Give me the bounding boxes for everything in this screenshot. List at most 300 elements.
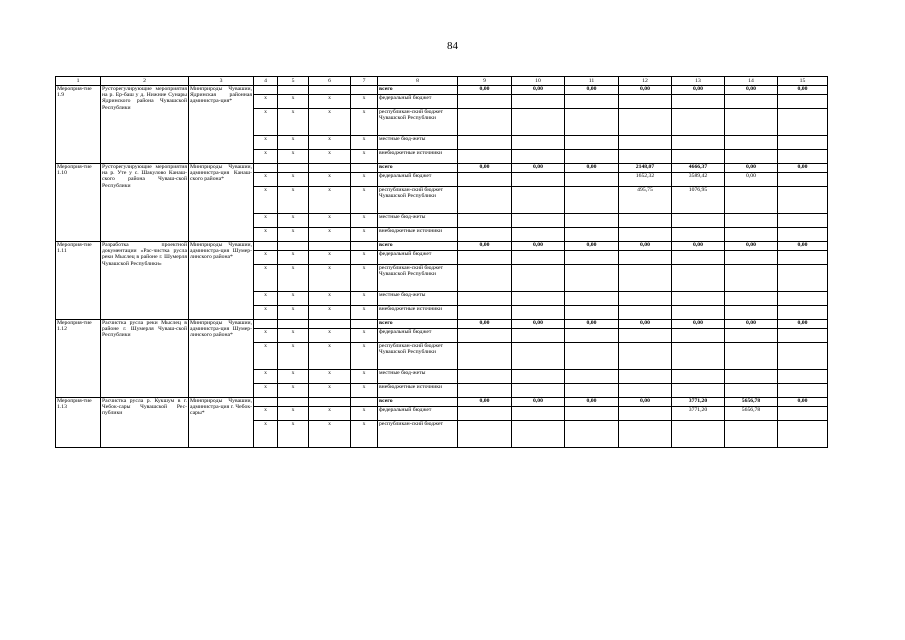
empty-cell (254, 242, 278, 251)
amount-cell (458, 384, 512, 398)
x-mark: x (278, 173, 309, 187)
amount-cell: 5656,78 (725, 407, 778, 421)
x-mark: x (351, 228, 378, 242)
amount-cell (778, 95, 828, 109)
x-mark: x (351, 265, 378, 292)
amount-cell: 0,00 (565, 320, 619, 329)
amount-cell (458, 95, 512, 109)
amount-cell: 0,00 (672, 320, 725, 329)
column-header: 2 (101, 77, 189, 86)
amount-cell (619, 306, 672, 320)
amount-cell (672, 384, 725, 398)
budget-type: республикан-ский бюджет (378, 421, 458, 448)
x-mark: x (309, 421, 351, 448)
column-header: 6 (309, 77, 351, 86)
amount-cell (512, 343, 565, 370)
budget-type: республикан-ский бюджет Чувашской Республики (378, 187, 458, 214)
amount-cell: 0,00 (725, 173, 778, 187)
amount-cell (512, 370, 565, 384)
activity-executor: Минприроды Чувашии, администра-ция Канаш-ского района* (189, 164, 254, 242)
x-mark: x (351, 214, 378, 228)
column-header: 4 (254, 77, 278, 86)
amount-cell (725, 306, 778, 320)
amount-cell: 0,00 (512, 164, 565, 173)
empty-cell (309, 320, 351, 329)
amount-cell (725, 109, 778, 136)
amount-cell (725, 343, 778, 370)
empty-cell (351, 242, 378, 251)
amount-cell (565, 136, 619, 150)
empty-cell (309, 398, 351, 407)
amount-cell (619, 136, 672, 150)
amount-cell (512, 150, 565, 164)
amount-cell (672, 109, 725, 136)
amount-cell: 1652,32 (619, 173, 672, 187)
budget-type: республикан-ский бюджет Чувашской Республики (378, 265, 458, 292)
x-mark: x (278, 95, 309, 109)
budget-type: федеральный бюджет (378, 329, 458, 343)
amount-cell (778, 306, 828, 320)
amount-cell: 3589,42 (672, 173, 725, 187)
amount-cell: 0,00 (565, 86, 619, 95)
amount-cell (778, 370, 828, 384)
x-mark: x (351, 292, 378, 306)
amount-cell: 0,00 (672, 86, 725, 95)
amount-cell (458, 136, 512, 150)
budget-type: местные бюд-жеты (378, 136, 458, 150)
x-mark: x (351, 187, 378, 214)
x-mark: x (309, 370, 351, 384)
empty-cell (254, 320, 278, 329)
empty-cell (254, 164, 278, 173)
amount-cell (565, 95, 619, 109)
amount-cell (565, 306, 619, 320)
amount-cell: 0,00 (619, 320, 672, 329)
amount-cell (512, 251, 565, 265)
budget-type: местные бюд-жеты (378, 214, 458, 228)
x-mark: x (309, 173, 351, 187)
amount-cell (672, 228, 725, 242)
x-mark: x (278, 384, 309, 398)
x-mark: x (309, 407, 351, 421)
empty-cell (254, 398, 278, 407)
amount-cell (778, 265, 828, 292)
amount-cell (672, 343, 725, 370)
budget-type: федеральный бюджет (378, 173, 458, 187)
x-mark: x (278, 329, 309, 343)
x-mark: x (351, 251, 378, 265)
amount-cell (672, 329, 725, 343)
table-row (56, 164, 828, 173)
x-mark: x (278, 421, 309, 448)
amount-cell (725, 370, 778, 384)
amount-cell (672, 251, 725, 265)
empty-cell (278, 398, 309, 407)
amount-cell (619, 421, 672, 448)
budget-type: республикан-ский бюджет Чувашской Республики (378, 343, 458, 370)
amount-cell (512, 306, 565, 320)
header-row (56, 77, 828, 86)
x-mark: x (309, 136, 351, 150)
amount-cell (565, 343, 619, 370)
amount-cell (512, 109, 565, 136)
budget-type: местные бюд-жеты (378, 370, 458, 384)
amount-cell (565, 292, 619, 306)
amount-cell (619, 251, 672, 265)
activity-id: Мероприя-тие 1.9 (56, 86, 101, 164)
amount-cell (458, 214, 512, 228)
amount-cell (458, 150, 512, 164)
amount-cell: 2148,07 (619, 164, 672, 173)
amount-cell: 1076,95 (672, 187, 725, 214)
table-row (56, 242, 828, 251)
amount-cell (672, 95, 725, 109)
amount-cell: 0,00 (512, 320, 565, 329)
amount-cell: 0,00 (565, 398, 619, 407)
amount-cell: 0,00 (512, 86, 565, 95)
amount-cell (619, 95, 672, 109)
amount-cell: 0,00 (725, 242, 778, 251)
activity-description: Разработка проектной документации «Рас-чистка русла реки Мыслец в районе г. Шумерля Чувашской Республики» (101, 242, 189, 320)
amount-cell (672, 370, 725, 384)
amount-cell (778, 136, 828, 150)
amount-cell (619, 150, 672, 164)
amount-cell (725, 421, 778, 448)
x-mark: x (254, 421, 278, 448)
x-mark: x (351, 370, 378, 384)
amount-cell (725, 292, 778, 306)
activity-id: Мероприя-тие 1.10 (56, 164, 101, 242)
empty-cell (351, 320, 378, 329)
budget-type: местные бюд-жеты (378, 292, 458, 306)
amount-cell (458, 421, 512, 448)
amount-cell (512, 421, 565, 448)
x-mark: x (351, 173, 378, 187)
x-mark: x (351, 95, 378, 109)
empty-cell (309, 86, 351, 95)
amount-cell (778, 421, 828, 448)
column-header: 3 (189, 77, 254, 86)
amount-cell (778, 384, 828, 398)
amount-cell (778, 150, 828, 164)
amount-cell (512, 265, 565, 292)
amount-cell (619, 228, 672, 242)
x-mark: x (278, 187, 309, 214)
amount-cell (778, 292, 828, 306)
amount-cell (778, 407, 828, 421)
amount-cell: 0,00 (458, 164, 512, 173)
empty-cell (351, 398, 378, 407)
amount-cell: 0,00 (778, 86, 828, 95)
amount-cell (619, 292, 672, 306)
amount-cell (619, 384, 672, 398)
empty-cell (309, 164, 351, 173)
amount-cell (725, 214, 778, 228)
amount-cell (619, 214, 672, 228)
empty-cell (278, 164, 309, 173)
activity-executor: Минприроды Чувашии, администра-ция Шумер-линского района* (189, 242, 254, 320)
amount-cell (619, 265, 672, 292)
amount-cell (458, 370, 512, 384)
x-mark: x (254, 136, 278, 150)
amount-cell (565, 228, 619, 242)
empty-cell (254, 86, 278, 95)
x-mark: x (309, 214, 351, 228)
column-header: 7 (351, 77, 378, 86)
x-mark: x (278, 265, 309, 292)
amount-cell (672, 265, 725, 292)
budget-type: всего (378, 86, 458, 95)
amount-cell (512, 407, 565, 421)
amount-cell (458, 407, 512, 421)
x-mark: x (254, 173, 278, 187)
amount-cell (565, 407, 619, 421)
x-mark: x (278, 292, 309, 306)
x-mark: x (278, 136, 309, 150)
amount-cell: 0,00 (512, 242, 565, 251)
amount-cell (512, 384, 565, 398)
budget-type: всего (378, 398, 458, 407)
budget-type: внебюджетные источники (378, 306, 458, 320)
amount-cell (512, 136, 565, 150)
activity-description: Русторегулирующие мероприятия на р. Уте у с. Шакулово Канаш-ского района Чуваш-ской Республики (101, 164, 189, 242)
x-mark: x (254, 265, 278, 292)
activity-description: Расчистка русла р. Кукшум в г. Чебок-сары Чувашской Рес-публики (101, 398, 189, 448)
amount-cell (619, 329, 672, 343)
activity-id: Мероприя-тие 1.12 (56, 320, 101, 398)
activity-executor: Минприроды Чувашии, администра-ция г. Чебок-сары* (189, 398, 254, 448)
amount-cell (565, 187, 619, 214)
x-mark: x (254, 95, 278, 109)
x-mark: x (254, 370, 278, 384)
column-header: 13 (672, 77, 725, 86)
amount-cell: 0,00 (672, 242, 725, 251)
amount-cell (672, 421, 725, 448)
empty-cell (278, 86, 309, 95)
empty-cell (351, 164, 378, 173)
table-row (56, 398, 828, 407)
amount-cell (725, 329, 778, 343)
page-number: 84 (447, 40, 458, 52)
x-mark: x (278, 214, 309, 228)
amount-cell (725, 265, 778, 292)
budget-type: внебюджетные источники (378, 228, 458, 242)
x-mark: x (309, 109, 351, 136)
activity-id: Мероприя-тие 1.13 (56, 398, 101, 448)
amount-cell (458, 292, 512, 306)
x-mark: x (254, 150, 278, 164)
x-mark: x (278, 228, 309, 242)
amount-cell (778, 109, 828, 136)
amount-cell: 4666,37 (672, 164, 725, 173)
amount-cell: 3771,20 (672, 407, 725, 421)
x-mark: x (278, 251, 309, 265)
amount-cell (725, 136, 778, 150)
amount-cell (672, 214, 725, 228)
budget-type: федеральный бюджет (378, 407, 458, 421)
x-mark: x (254, 292, 278, 306)
column-header: 10 (512, 77, 565, 86)
amount-cell: 0,00 (619, 86, 672, 95)
x-mark: x (254, 251, 278, 265)
column-header: 5 (278, 77, 309, 86)
amount-cell (725, 251, 778, 265)
x-mark: x (278, 343, 309, 370)
budget-type: федеральный бюджет (378, 251, 458, 265)
column-header: 1 (56, 77, 101, 86)
column-header: 14 (725, 77, 778, 86)
x-mark: x (254, 109, 278, 136)
amount-cell: 0,00 (458, 242, 512, 251)
x-mark: x (351, 306, 378, 320)
activity-executor: Минприроды Чувашии, Ядринская районная администра-ция* (189, 86, 254, 164)
x-mark: x (254, 329, 278, 343)
column-header: 12 (619, 77, 672, 86)
amount-cell: 0,00 (619, 398, 672, 407)
amount-cell (725, 187, 778, 214)
x-mark: x (254, 407, 278, 421)
amount-cell: 0,00 (458, 86, 512, 95)
amount-cell: 0,00 (725, 86, 778, 95)
x-mark: x (278, 306, 309, 320)
amount-cell (672, 292, 725, 306)
amount-cell (458, 228, 512, 242)
amount-cell (619, 370, 672, 384)
amount-cell (672, 306, 725, 320)
column-header: 9 (458, 77, 512, 86)
amount-cell (619, 109, 672, 136)
amount-cell (778, 343, 828, 370)
amount-cell (458, 343, 512, 370)
budget-type: всего (378, 164, 458, 173)
x-mark: x (278, 407, 309, 421)
amount-cell: 0,00 (458, 320, 512, 329)
amount-cell (778, 251, 828, 265)
activity-id: Мероприя-тие 1.11 (56, 242, 101, 320)
x-mark: x (309, 306, 351, 320)
table-body (56, 77, 828, 448)
amount-cell (778, 329, 828, 343)
x-mark: x (309, 343, 351, 370)
empty-cell (278, 320, 309, 329)
empty-cell (351, 86, 378, 95)
amount-cell: 0,00 (619, 242, 672, 251)
amount-cell: 0,00 (565, 242, 619, 251)
x-mark: x (278, 150, 309, 164)
table-row (56, 86, 828, 95)
amount-cell (512, 228, 565, 242)
amount-cell (512, 95, 565, 109)
amount-cell (778, 187, 828, 214)
x-mark: x (351, 343, 378, 370)
amount-cell (565, 370, 619, 384)
activity-description: Русторегулирующие мероприятия на р. Ер-баш у д. Нижние Сунары Ядринского района Чувашской Республики (101, 86, 189, 164)
amount-cell (512, 187, 565, 214)
empty-cell (309, 242, 351, 251)
amount-cell: 0,00 (778, 242, 828, 251)
x-mark: x (309, 329, 351, 343)
x-mark: x (309, 292, 351, 306)
amount-cell (565, 214, 619, 228)
amount-cell (458, 265, 512, 292)
column-header: 11 (565, 77, 619, 86)
amount-cell: 0,00 (725, 320, 778, 329)
amount-cell (619, 343, 672, 370)
x-mark: x (309, 150, 351, 164)
x-mark: x (309, 265, 351, 292)
amount-cell (672, 136, 725, 150)
amount-cell (672, 150, 725, 164)
amount-cell (458, 251, 512, 265)
amount-cell (565, 173, 619, 187)
empty-cell (278, 242, 309, 251)
amount-cell (565, 329, 619, 343)
amount-cell (458, 306, 512, 320)
amount-cell (778, 228, 828, 242)
x-mark: x (254, 187, 278, 214)
budget-type: республикан-ский бюджет Чувашской Республики (378, 109, 458, 136)
x-mark: x (309, 251, 351, 265)
amount-cell: 5656,78 (725, 398, 778, 407)
budget-type: федеральный бюджет (378, 95, 458, 109)
amount-cell: 0,00 (778, 398, 828, 407)
x-mark: x (278, 370, 309, 384)
budget-type: всего (378, 320, 458, 329)
amount-cell: 0,00 (458, 398, 512, 407)
budget-type: всего (378, 242, 458, 251)
activity-description: Расчистка русла реки Мыслец в районе г. Шумерля Чуваш-ской Республики (101, 320, 189, 398)
x-mark: x (309, 95, 351, 109)
x-mark: x (351, 150, 378, 164)
amount-cell (725, 150, 778, 164)
activity-executor: Минприроды Чувашии, администра-ция Шумер-линского района* (189, 320, 254, 398)
amount-cell (565, 384, 619, 398)
amount-cell: 0,00 (778, 164, 828, 173)
x-mark: x (351, 384, 378, 398)
amount-cell (778, 214, 828, 228)
x-mark: x (351, 407, 378, 421)
budget-table (55, 76, 828, 448)
amount-cell (512, 329, 565, 343)
budget-type: внебюджетные источники (378, 150, 458, 164)
x-mark: x (309, 384, 351, 398)
amount-cell: 3771,20 (672, 398, 725, 407)
x-mark: x (254, 214, 278, 228)
amount-cell (565, 150, 619, 164)
amount-cell (512, 214, 565, 228)
amount-cell (778, 173, 828, 187)
amount-cell (565, 265, 619, 292)
x-mark: x (254, 343, 278, 370)
x-mark: x (278, 109, 309, 136)
amount-cell (725, 384, 778, 398)
amount-cell (565, 251, 619, 265)
amount-cell: 0,00 (725, 164, 778, 173)
amount-cell (458, 109, 512, 136)
amount-cell (619, 407, 672, 421)
amount-cell: 0,00 (512, 398, 565, 407)
table-row (56, 320, 828, 329)
amount-cell: 0,00 (565, 164, 619, 173)
x-mark: x (351, 136, 378, 150)
budget-type: внебюджетные источники (378, 384, 458, 398)
x-mark: x (254, 228, 278, 242)
amount-cell (725, 228, 778, 242)
x-mark: x (351, 109, 378, 136)
amount-cell (458, 173, 512, 187)
amount-cell (512, 173, 565, 187)
amount-cell: 495,75 (619, 187, 672, 214)
